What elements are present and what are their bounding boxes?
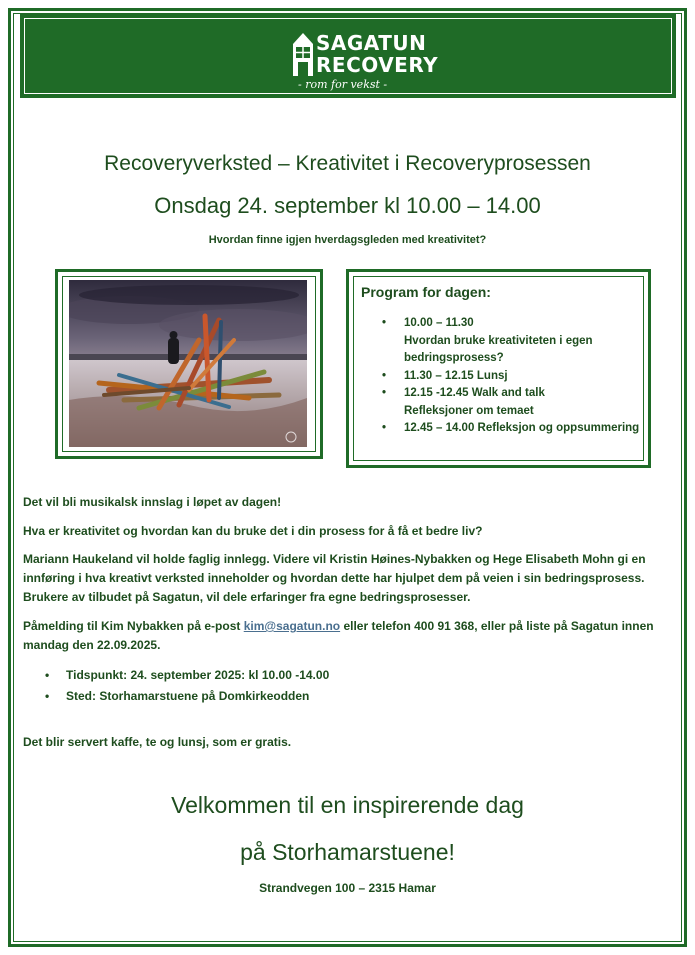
page-title: Recoveryverksted – Kreativitet i Recoveryprosessen <box>104 152 591 175</box>
sculpture-photo <box>69 280 307 447</box>
program-item: • 11.30 – 12.15 Lunsj <box>382 368 642 386</box>
logo-line-1: SAGATUN <box>316 31 427 55</box>
address: Strandvegen 100 – 2315 Hamar <box>259 881 436 895</box>
program-item: • 12.45 – 14.00 Refleksjon og oppsummering <box>382 420 642 438</box>
event-place: • Sted: Storhamarstuene på Domkirkeodden <box>45 686 329 707</box>
program-title: Program for dagen: <box>361 284 491 300</box>
house-icon <box>292 30 314 76</box>
welcome-line-2: på Storhamarstuene! <box>240 839 455 865</box>
registration-paragraph: Påmelding til Kim Nybakken på e-post kim@sagatun.no eller telefon 400 91 368, eller på liste på Sagatun innen mandag den 22.09.2025. <box>23 619 654 652</box>
refreshments-note: Det blir servert kaffe, te og lunsj, som er gratis. <box>23 735 292 749</box>
speakers-paragraph: Mariann Haukeland vil holde faglig innlegg. Videre vil Kristin Høines-Nybakken og Hege Elisabeth Mohn gi en innføring i hva kreativt verksted inneholder og hvordan dette har hjulpet dem på veien i sin bedringsprosess. Brukere av tilbudet på Sagatun, vil dele erfaringer fra egne bedringsprosesser. <box>23 552 646 604</box>
event-time: • Tidspunkt: 24. september 2025: kl 10.00 -14.00 <box>45 665 329 686</box>
creativity-question: Hva er kreativitet og hvordan kan du bruke det i din prosess for å få et bedre liv? <box>23 524 483 538</box>
event-question: Hvordan finne igjen hverdagsgleden med kreativitet? <box>208 234 487 246</box>
event-date: Onsdag 24. september kl 10.00 – 14.00 <box>154 193 541 218</box>
program-list <box>382 315 642 438</box>
logo-line-2: RECOVERY <box>316 53 439 77</box>
program-item: • 10.00 – 11.30 Hvordan bruke kreativiteten i egen bedringsprosess? <box>382 315 642 368</box>
sagatun-recovery-logo <box>292 16 439 91</box>
program-item: • 12.15 -12.45 Walk and talk Refleksjoner om temaet <box>382 385 642 420</box>
email-link[interactable]: kim@sagatun.no <box>243 619 341 633</box>
logo-tagline: - rom for vekst - <box>298 78 388 91</box>
music-note: Det vil bli musikalsk innslag i løpet av dagen! <box>23 495 282 509</box>
welcome-line-1: Velkommen til en inspirerende dag <box>171 792 524 818</box>
event-info-list <box>45 665 329 707</box>
